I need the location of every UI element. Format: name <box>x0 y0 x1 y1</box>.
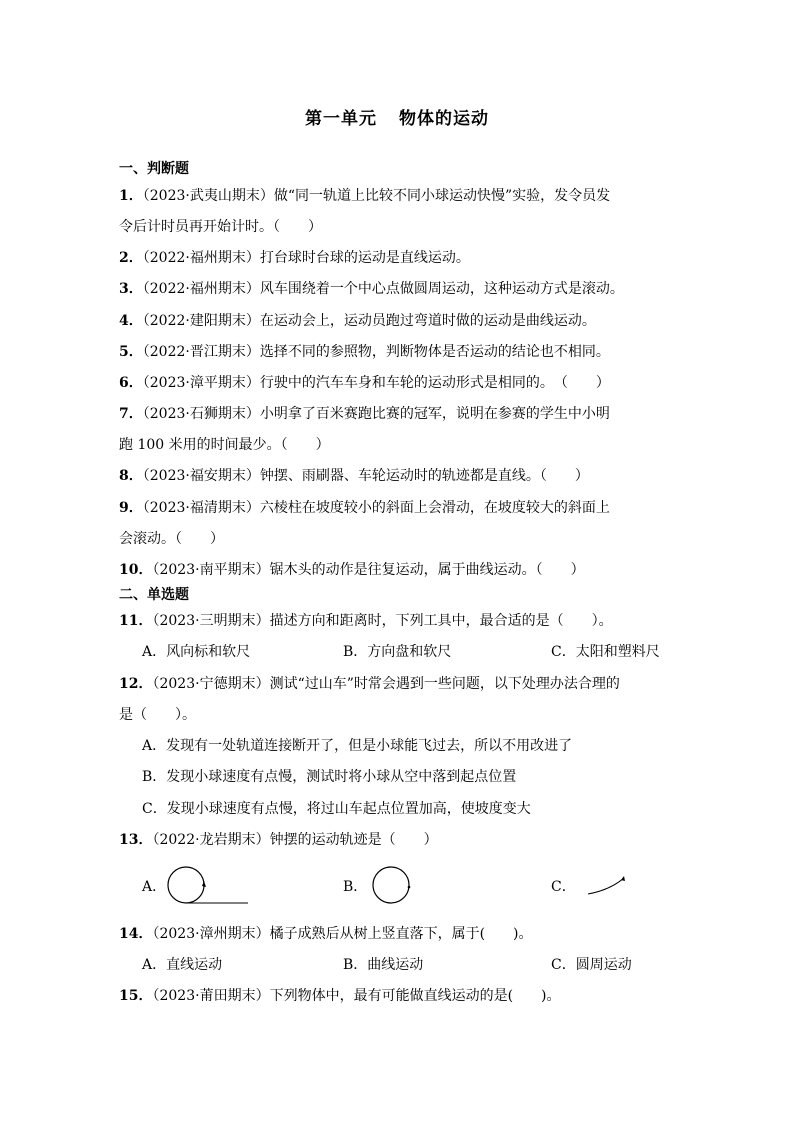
question-9-line-2: 会滚动。（ ） <box>119 531 224 547</box>
question-text: 钟摆、雨刷器、车轮运动时的轨迹都是直线。（ ） <box>259 468 589 484</box>
option-b[interactable]: B． <box>343 879 368 895</box>
question-source: （2023·武夷山期末） <box>142 188 274 204</box>
question-source: （2023·福清期末） <box>142 500 260 516</box>
question-number: 3． <box>119 281 143 297</box>
question-number: 4． <box>119 313 143 329</box>
question-text: 六棱柱在坡度较小的斜面上会滑动，在坡度较大的斜面上 <box>259 500 610 516</box>
option-c[interactable]: C．发现小球速度有点慢，将过山车起点位置加高，使坡度变大 <box>142 801 531 817</box>
question-text: 测试“过山车”时常会遇到一些问题，以下处理办法合理的 <box>269 676 620 692</box>
question-source: （2023·南平期末） <box>152 562 270 578</box>
question-7-line-2: 跑 100 米用的时间最少。（ ） <box>119 437 330 453</box>
question-1-line-1 <box>119 187 679 205</box>
question-text: 在运动会上，运动员跑过弯道时做的运动是曲线运动。 <box>259 313 596 329</box>
question-source: （2023·宁德期末） <box>152 676 270 692</box>
question-text: 锯木头的动作是往复运动，属于曲线运动。（ ） <box>269 562 585 578</box>
question-source: （2023·石狮期末） <box>142 406 260 422</box>
question-12-line-2: 是（ ）。 <box>119 707 196 723</box>
question-number: 13． <box>119 832 153 848</box>
question-number: 1． <box>119 188 143 204</box>
option-a[interactable]: A．直线运动 <box>142 957 223 973</box>
option-c[interactable]: C．圆周运动 <box>551 957 632 973</box>
question-8 <box>119 467 679 485</box>
question-number: 12． <box>119 676 153 692</box>
question-number: 5． <box>119 344 143 360</box>
option-a-circle-track-figure <box>166 866 250 906</box>
question-text: 选择不同的参照物，判断物体是否运动的结论也不相同。 <box>259 344 610 360</box>
question-text: 行驶中的汽车车身和车轮的运动形式是相同的。 （ ） <box>259 375 610 391</box>
question-15 <box>119 987 679 1005</box>
option-b-circle-figure <box>371 866 415 906</box>
question-text: 下列物体中，最有可能做直线运动的是( )。 <box>269 988 561 1004</box>
question-number: 8． <box>119 468 143 484</box>
question-number: 11． <box>119 613 153 629</box>
question-13 <box>119 831 679 849</box>
question-6 <box>119 374 679 392</box>
question-text: 做“同一轨道上比较不同小球运动快慢”实验，发令员发 <box>273 188 611 204</box>
option-b[interactable]: B．发现小球速度有点慢，测试时将小球从空中落到起点位置 <box>142 769 517 785</box>
question-source: （2023·漳州期末） <box>152 926 270 942</box>
question-number: 14． <box>119 926 153 942</box>
option-c[interactable]: C．太阳和塑料尺 <box>551 644 660 660</box>
question-source: （2022·福州期末） <box>142 281 260 297</box>
page-title <box>0 104 794 129</box>
question-4 <box>119 312 679 330</box>
question-source: （2022·龙岩期末） <box>152 832 270 848</box>
question-text: 橘子成熟后从树上竖直落下，属于( )。 <box>269 926 533 942</box>
question-3 <box>119 280 679 298</box>
question-text: 小明拿了百米赛跑比赛的冠军，说明在参赛的学生中小明 <box>259 406 610 422</box>
title-unit: 第一单元 <box>305 109 377 129</box>
question-text: 风车围绕着一个中心点做圆周运动，这种运动方式是滚动。 <box>259 281 624 297</box>
question-10 <box>119 561 679 579</box>
question-12-line-1 <box>119 675 679 693</box>
question-7-line-1 <box>119 405 679 423</box>
title-topic: 物体的运动 <box>399 109 489 129</box>
option-c[interactable]: C． <box>551 879 576 895</box>
question-9-line-1 <box>119 499 679 517</box>
question-source: （2022·福州期末） <box>142 250 260 266</box>
question-5 <box>119 343 679 361</box>
option-a[interactable]: A． <box>142 879 167 895</box>
section-heading-choice: 二、单选题 <box>119 587 189 603</box>
question-source: （2022·晋江期末） <box>142 344 260 360</box>
question-source: （2023·漳平期末） <box>142 375 260 391</box>
option-a[interactable]: A．风向标和软尺 <box>142 644 251 660</box>
question-source: （2023·莆田期末） <box>152 988 270 1004</box>
question-source: （2022·建阳期末） <box>142 313 260 329</box>
question-text: 钟摆的运动轨迹是（ ） <box>269 832 438 848</box>
question-text: 描述方向和距离时，下列工具中，最合适的是（ ）。 <box>269 613 613 629</box>
section-heading-judge: 一、判断题 <box>119 161 189 177</box>
question-text: 打台球时台球的运动是直线运动。 <box>259 250 470 266</box>
question-number: 7． <box>119 406 143 422</box>
question-2 <box>119 249 679 267</box>
question-number: 6． <box>119 375 143 391</box>
option-b[interactable]: B．方向盘和软尺 <box>343 644 452 660</box>
question-1-line-2: 令后计时员再开始计时。（ ） <box>119 219 322 235</box>
question-source: （2023·三明期末） <box>152 613 270 629</box>
option-a[interactable]: A．发现有一处轨道连接断开了，但是小球能飞过去，所以不用改进了 <box>142 738 573 754</box>
question-number: 15． <box>119 988 153 1004</box>
question-source: （2023·福安期末） <box>142 468 260 484</box>
question-14 <box>119 925 679 943</box>
question-11 <box>119 612 679 630</box>
question-number: 2． <box>119 250 143 266</box>
question-number: 9． <box>119 500 143 516</box>
question-number: 10． <box>119 562 153 578</box>
option-c-arc-figure <box>586 874 630 898</box>
option-b[interactable]: B．曲线运动 <box>343 957 424 973</box>
